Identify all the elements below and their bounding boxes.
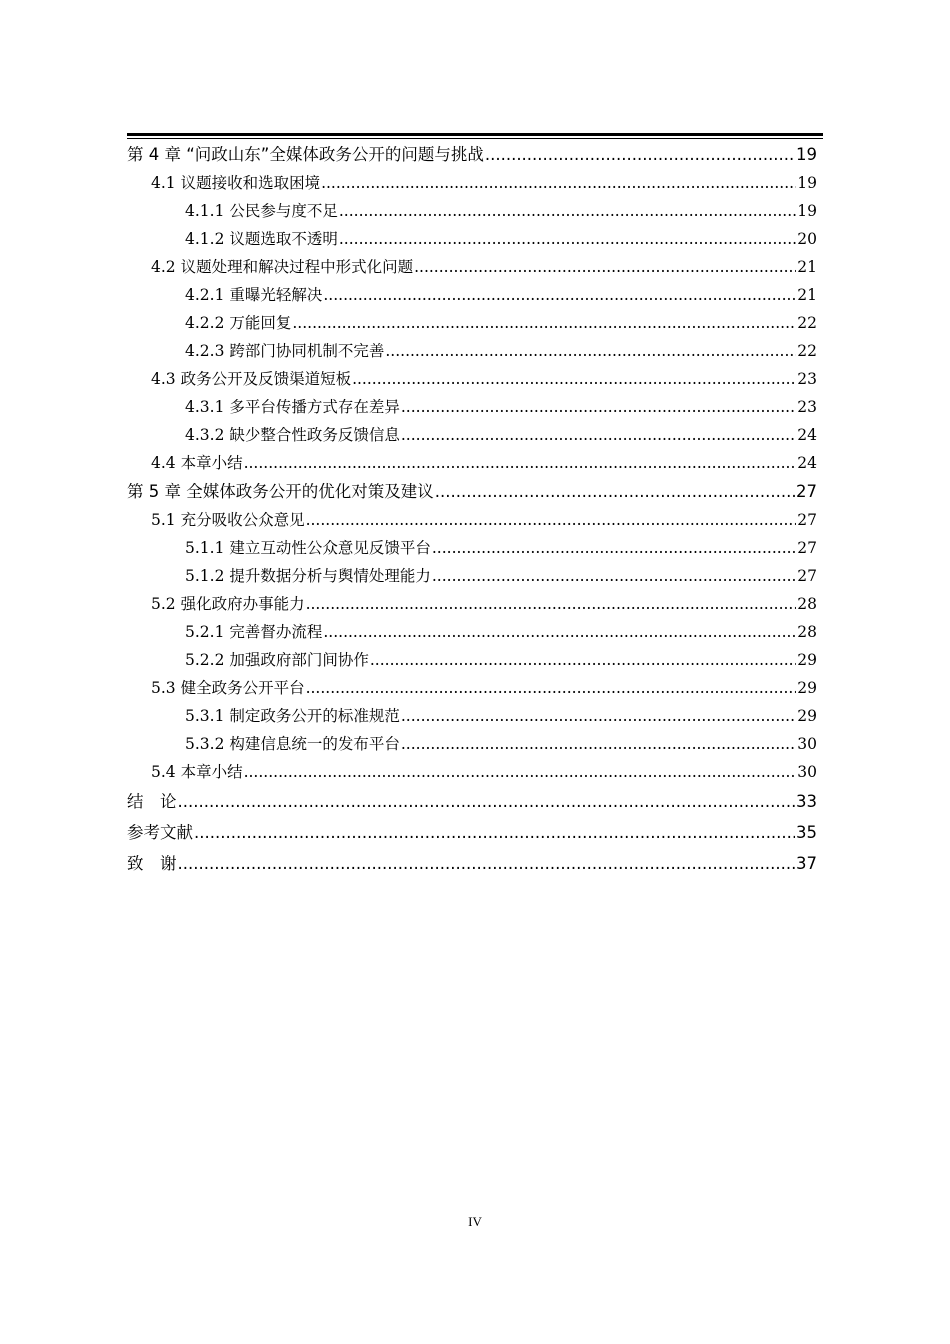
toc-leader-dots	[323, 618, 796, 646]
toc-leader-dots	[194, 817, 795, 848]
toc-entry-chapter-5[interactable]	[127, 477, 817, 506]
toc-page-number: 29	[797, 679, 817, 697]
toc-entry-label: 4.2 议题处理和解决过程中形式化问题	[151, 258, 414, 276]
toc-entry-4-1-1[interactable]	[127, 197, 817, 225]
toc-entry-label: 4.1.1 公民参与度不足	[185, 202, 338, 220]
toc-leader-dots	[292, 309, 796, 337]
toc-leader-dots	[244, 449, 797, 477]
toc-page-number: 27	[796, 482, 817, 501]
toc-entry-conclusion[interactable]	[127, 786, 817, 817]
toc-entry-4-3-1[interactable]	[127, 393, 817, 421]
toc-entry-5-3-1[interactable]	[127, 702, 817, 730]
top-double-rule-thin	[127, 138, 823, 139]
toc-entry-5-1-1[interactable]	[127, 534, 817, 562]
toc-entry-label: 5.1 充分吸收公众意见	[151, 511, 305, 529]
toc-leader-dots	[178, 848, 796, 879]
toc-page-number: 28	[797, 623, 817, 641]
toc-entry-label: 4.3.1 多平台传播方式存在差异	[185, 398, 400, 416]
toc-page-number: 37	[796, 854, 817, 873]
toc-page-number: 19	[796, 145, 817, 164]
toc-entry-label: 5.1.2 提升数据分析与舆情处理能力	[185, 567, 431, 585]
toc-page-number: 28	[797, 595, 817, 613]
toc-entry-5-2-1[interactable]	[127, 618, 817, 646]
toc-entry-references[interactable]	[127, 817, 817, 848]
page-footer-number: IV	[468, 1214, 482, 1229]
toc-entry-label: 5.1.1 建立互动性公众意见反馈平台	[185, 539, 431, 557]
toc-leader-dots	[306, 590, 797, 618]
toc-entry-label: 5.3 健全政务公开平台	[151, 679, 305, 697]
toc-page-number: 19	[797, 202, 817, 220]
toc-page-number: 27	[797, 539, 817, 557]
toc-entry-4-1-2[interactable]	[127, 225, 817, 253]
toc-page-number: 35	[796, 823, 817, 842]
toc-leader-dots	[323, 281, 796, 309]
toc-entry-label: 4.4 本章小结	[151, 454, 243, 472]
table-of-contents	[127, 140, 817, 879]
toc-leader-dots	[432, 534, 796, 562]
toc-page-number: 19	[797, 174, 817, 192]
toc-entry-chapter-4[interactable]	[127, 140, 817, 169]
toc-leader-dots	[414, 253, 796, 281]
toc-entry-label: 4.1.2 议题选取不透明	[185, 230, 338, 248]
toc-page-number: 21	[797, 286, 817, 304]
toc-entry-4-2[interactable]	[127, 253, 817, 281]
toc-page-number: 30	[797, 763, 817, 781]
toc-page-number: 29	[797, 651, 817, 669]
toc-entry-label: 5.4 本章小结	[151, 763, 243, 781]
toc-entry-label: 参考文献	[127, 823, 193, 842]
toc-entry-label: 第 5 章 全媒体政务公开的优化对策及建议	[127, 482, 434, 501]
toc-entry-label: 致 谢	[127, 854, 177, 873]
toc-leader-dots	[306, 506, 797, 534]
toc-leader-dots	[401, 730, 796, 758]
toc-entry-5-1[interactable]	[127, 506, 817, 534]
toc-entry-4-3-2[interactable]	[127, 421, 817, 449]
toc-entry-4-2-3[interactable]	[127, 337, 817, 365]
toc-page-number: 20	[797, 230, 817, 248]
toc-leader-dots	[401, 702, 796, 730]
toc-page-number: 21	[797, 258, 817, 276]
toc-page-number: 23	[797, 370, 817, 388]
toc-entry-label: 4.2.2 万能回复	[185, 314, 292, 332]
toc-page-number: 27	[797, 567, 817, 585]
toc-page-number: 22	[797, 314, 817, 332]
top-double-rule-thick	[127, 133, 823, 136]
toc-entry-label: 5.2.2 加强政府部门间协作	[185, 651, 369, 669]
toc-page-number: 22	[797, 342, 817, 360]
toc-leader-dots	[321, 169, 796, 197]
toc-leader-dots	[435, 477, 795, 506]
toc-page-number: 33	[796, 792, 817, 811]
toc-entry-label: 5.2.1 完善督办流程	[185, 623, 323, 641]
toc-entry-label: 5.2 强化政府办事能力	[151, 595, 305, 613]
toc-entry-4-4[interactable]	[127, 449, 817, 477]
toc-page-number: 27	[797, 511, 817, 529]
toc-entry-label: 4.2.3 跨部门协同机制不完善	[185, 342, 385, 360]
toc-leader-dots	[370, 646, 796, 674]
toc-page-number: 23	[797, 398, 817, 416]
toc-leader-dots	[432, 562, 796, 590]
toc-leader-dots	[244, 758, 797, 786]
toc-entry-label: 5.3.2 构建信息统一的发布平台	[185, 735, 400, 753]
toc-entry-5-3-2[interactable]	[127, 730, 817, 758]
toc-entry-5-1-2[interactable]	[127, 562, 817, 590]
toc-leader-dots	[306, 674, 797, 702]
toc-entry-5-2-2[interactable]	[127, 646, 817, 674]
toc-leader-dots	[178, 786, 796, 817]
toc-leader-dots	[401, 421, 796, 449]
toc-entry-label: 4.2.1 重曝光轻解决	[185, 286, 323, 304]
toc-leader-dots	[339, 225, 796, 253]
toc-leader-dots	[385, 337, 796, 365]
toc-leader-dots	[485, 140, 795, 169]
toc-entry-5-4[interactable]	[127, 758, 817, 786]
toc-page-number: 30	[797, 735, 817, 753]
toc-page-number: 24	[797, 426, 817, 444]
toc-entry-label: 第 4 章 “问政山东”全媒体政务公开的问题与挑战	[127, 145, 484, 164]
toc-entry-5-2[interactable]	[127, 590, 817, 618]
toc-entry-5-3[interactable]	[127, 674, 817, 702]
toc-entry-4-1[interactable]	[127, 169, 817, 197]
toc-entry-4-2-1[interactable]	[127, 281, 817, 309]
toc-entry-label: 4.1 议题接收和选取困境	[151, 174, 321, 192]
toc-leader-dots	[352, 365, 796, 393]
toc-entry-4-2-2[interactable]	[127, 309, 817, 337]
toc-page-number: 29	[797, 707, 817, 725]
toc-entry-4-3[interactable]	[127, 365, 817, 393]
toc-page-number: 24	[797, 454, 817, 472]
toc-entry-acknowledgements[interactable]	[127, 848, 817, 879]
toc-leader-dots	[339, 197, 796, 225]
toc-leader-dots	[401, 393, 796, 421]
toc-entry-label: 5.3.1 制定政务公开的标准规范	[185, 707, 400, 725]
toc-entry-label: 4.3.2 缺少整合性政务反馈信息	[185, 426, 400, 444]
toc-entry-label: 结 论	[127, 792, 177, 811]
toc-entry-label: 4.3 政务公开及反馈渠道短板	[151, 370, 352, 388]
